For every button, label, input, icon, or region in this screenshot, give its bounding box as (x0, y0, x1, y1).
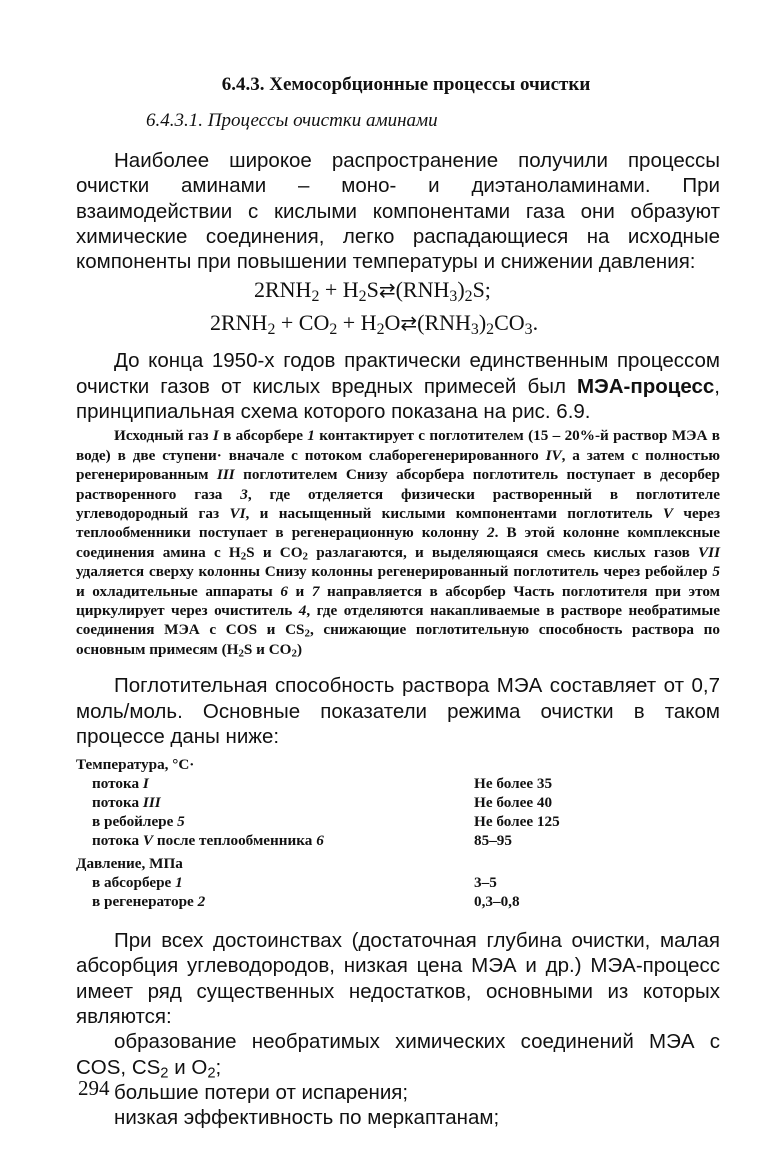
section-heading: 6.4.3. Хемосорбционные процессы очистки (221, 74, 591, 95)
intro-paragraph: Наиболее широкое распространение получили процессы очистки аминами – моно- и диэтаноламинами. При взаимодействии с кислыми компонентами газа они образуют химические соединения, легко распадающиеся на исходные компоненты при повышении температуры и снижении давления: (76, 149, 720, 274)
table-row: в абсорбере 1 3–5 (92, 874, 497, 892)
drawbacks-paragraph: При всех достоинствах (достаточная глубина очистки, малая абсорбция углеводородов, низкая цена МЭА и др.) МЭА-процесс имеет ряд существенных недостатков, основными из которых являются: (76, 929, 720, 1029)
table-row: в регенераторе 2 0,3–0,8 (92, 893, 520, 911)
list-item: низкая эффективность по меркаптанам; (114, 1106, 500, 1130)
subsection-heading: 6.4.3.1. Процессы очистки аминами (146, 110, 438, 131)
pressure-group (76, 854, 720, 911)
page-number: 294 (78, 1076, 110, 1100)
equilibrium-arrows-icon: ⇄ (378, 280, 396, 303)
equilibrium-arrows-icon: ⇄ (400, 313, 418, 336)
page-body (76, 66, 720, 1131)
equation-h2s: $2RNH_2$ + $H_2S⇄(RNH_3)_2S$; (254, 277, 491, 306)
table-row: потока III Не более 40 (92, 794, 553, 812)
table-row: в ребойлере 5 Не более 125 (92, 813, 560, 831)
equation-co2: $2RNH_2 + CO_2$ + $H_2O⇄(RNH_3)_2CO_3$. (210, 310, 539, 339)
process-description: Исходный газ I в абсорбере 1 контактирует с поглотителем (15 – 20%-й раствор МЭА в воде) в две ступени· вначале с потоком слаборегенерированного IV, а затем с полностью регенерированным III поглотителем Снизу абсорбера поглотитель поступает в десорбер растворенного газа 3, где отделяется физически растворенный в поглотителе углеводородный газ VI, и насыщенный кислыми компонентами поглотитель V через теплообменники поступает в регенерационную колонну 2. В этой колонне комплексные соединения амина с $H_2S$ и $CO_2$ разлагаются, и выделяющаяся смесь кислых газов VII удаляется сверху колонны Снизу колонны регенерированный поглотитель через ребойлер 5 и охладительные аппараты 6 и 7 направляется в абсорбер Часть поглотителя при этом циркулирует через очиститель 4, где отделяются накапливаемые в растворе необратимые соединения МЭА с COS и $CS_2$, снижающие поглотительную способность раствора по основным примесям ($H_2S$ и $CO_2$) (76, 427, 721, 660)
table-row: потока I Не более 35 (92, 775, 553, 793)
process-parameters (76, 755, 720, 911)
list-item: образование необратимых химических соединений МЭА с COS, $CS_2$ и $O_2$; (76, 1030, 720, 1082)
capacity-paragraph: Поглотительная способность раствора МЭА составляет от 0,7 моль/моль. Основные показатели режима очистки в таком процессе даны ниже: (76, 674, 720, 748)
temperature-label: Температура, °C· (76, 756, 195, 774)
table-row: потока V после теплообменника 6 85–95 (92, 832, 512, 850)
pressure-label: Давление, МПа (76, 855, 183, 873)
list-item: большие потери от испарения; (114, 1080, 409, 1104)
temperature-group (76, 755, 720, 850)
equations (76, 274, 720, 340)
mea-paragraph: До конца 1950-х годов практически единственным процессом очистки газов от кислых вредных примесей был МЭА-процесс, принципиальная схема которого показана на рис. 6.9. (76, 349, 720, 424)
